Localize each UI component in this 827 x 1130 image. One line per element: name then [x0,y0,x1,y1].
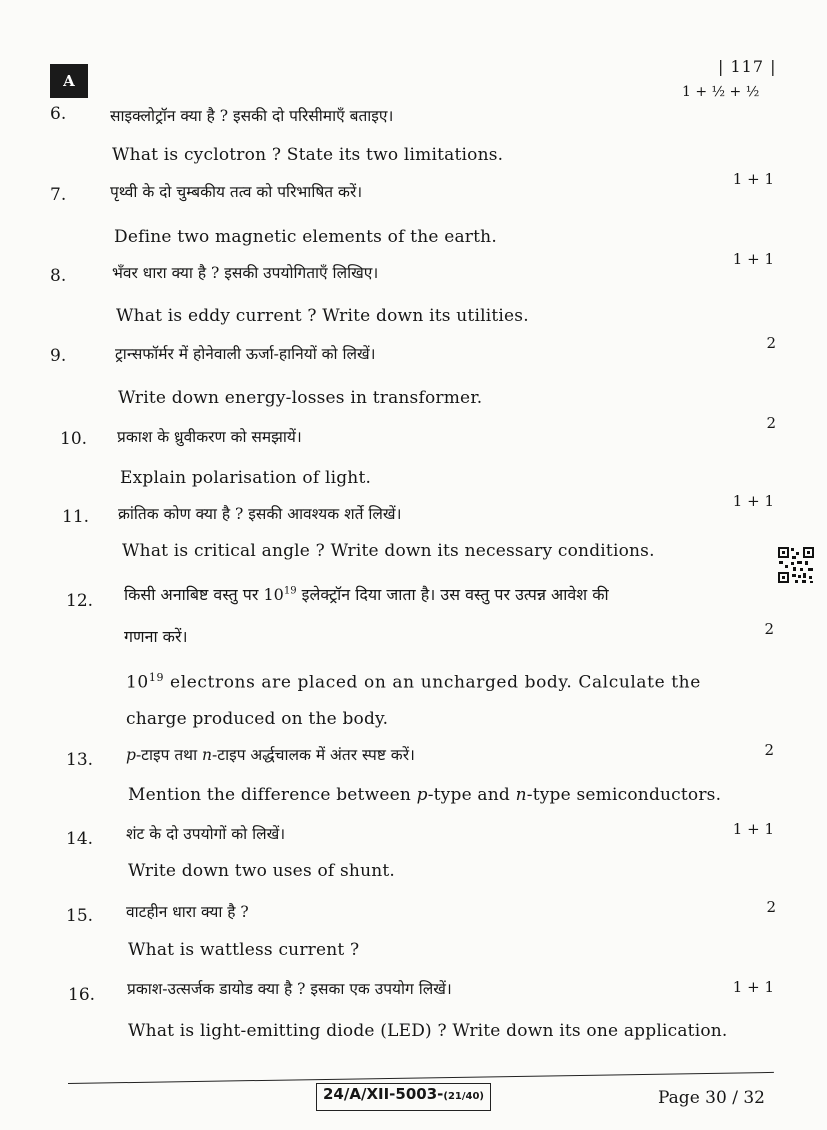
question-english: What is critical angle ? Write down its necessary conditions. [122,541,655,561]
question-english: Mention the difference between p-type and n-type semiconductors. [128,785,722,805]
question-hindi: शंट के दो उपयोगों को लिखें। [126,825,286,843]
question-marks: 1 + 1 [732,170,774,188]
question-number: 12. [66,591,94,611]
page-code: | 117 | [718,57,777,76]
question-number: 9. [50,346,67,366]
question-number: 13. [66,750,94,770]
question-hindi: प्रकाश के ध्रुवीकरण को समझायें। [117,428,302,446]
question-english-line-2: charge produced on the body. [126,709,389,729]
question-english: What is eddy current ? Write down its utilities. [116,306,529,326]
q6-marks: 1 + ½ + ½ [682,84,760,100]
question-hindi: किसी अनाबिष्ट वस्तु पर $10^{19}$ इलेक्ट्रॉन दिया जाता है। उस वस्तु पर उत्पन्न आवेश की [124,585,609,604]
section-badge: A [50,64,88,98]
question-marks: 1 + 1 [732,250,774,268]
question-hindi: क्रांतिक कोण क्या है ? इसकी आवश्यक शर्ते लिखें। [118,505,402,523]
question-english: What is light-emitting diode (LED) ? Write down its one application. [128,1021,728,1041]
question-english: What is wattless current ? [128,940,360,960]
question-marks: 1 + 1 [732,820,774,838]
question-hindi: वाटहीन धारा क्या है ? [126,903,249,921]
question-hindi: साइक्लोट्रॉन क्या है ? इसकी दो परिसीमाएँ बताइए। [110,107,394,125]
question-hindi: भँवर धारा क्या है ? इसकी उपयोगिताएँ लिखिए। [112,264,379,282]
question-number: 6. [50,104,67,124]
question-number: 11. [62,507,90,527]
question-marks: 2 [766,414,776,432]
question-hindi: पृथ्वी के दो चुम्बकीय तत्व को परिभाषित करें। [110,183,363,201]
qr-code-icon [777,546,815,584]
question-english: Explain polarisation of light. [120,468,372,488]
question-english: Write down energy-losses in transformer. [118,388,483,408]
question-number: 8. [50,266,67,286]
question-english: Define two magnetic elements of the earth. [114,227,497,247]
question-marks: 1 + 1 [732,492,774,510]
question-english: What is cyclotron ? State its two limitations. [112,145,504,165]
question-marks: 2 [766,334,776,352]
question-english: $10^{19}$ electrons are placed on an uncharged body. Calculate the [126,671,701,693]
question-hindi: प्रकाश-उत्सर्जक डायोड क्या है ? इसका एक उपयोग लिखें। [127,980,452,998]
page-number: Page 30 / 32 [658,1088,765,1108]
question-number: 10. [60,429,88,449]
question-number: 15. [66,906,94,926]
question-english: Write down two uses of shunt. [128,861,396,881]
question-hindi: p-टाइप तथा n-टाइप अर्द्धचालक में अंतर स्पष्ट करें। [126,746,415,764]
paper-code: 24/A/XII-5003-(21/40) [316,1083,491,1111]
question-hindi: ट्रान्सफॉर्मर में होनेवाली ऊर्जा-हानियों को लिखें। [115,345,376,363]
question-marks: 2 [766,898,776,916]
question-marks: 2 [764,741,774,759]
question-number: 7. [50,185,67,205]
question-marks: 2 [764,620,774,638]
question-number: 14. [66,829,94,849]
question-marks: 1 + 1 [732,978,774,996]
question-hindi-line-2: गणना करें। [124,627,188,646]
question-number: 16. [68,985,96,1005]
